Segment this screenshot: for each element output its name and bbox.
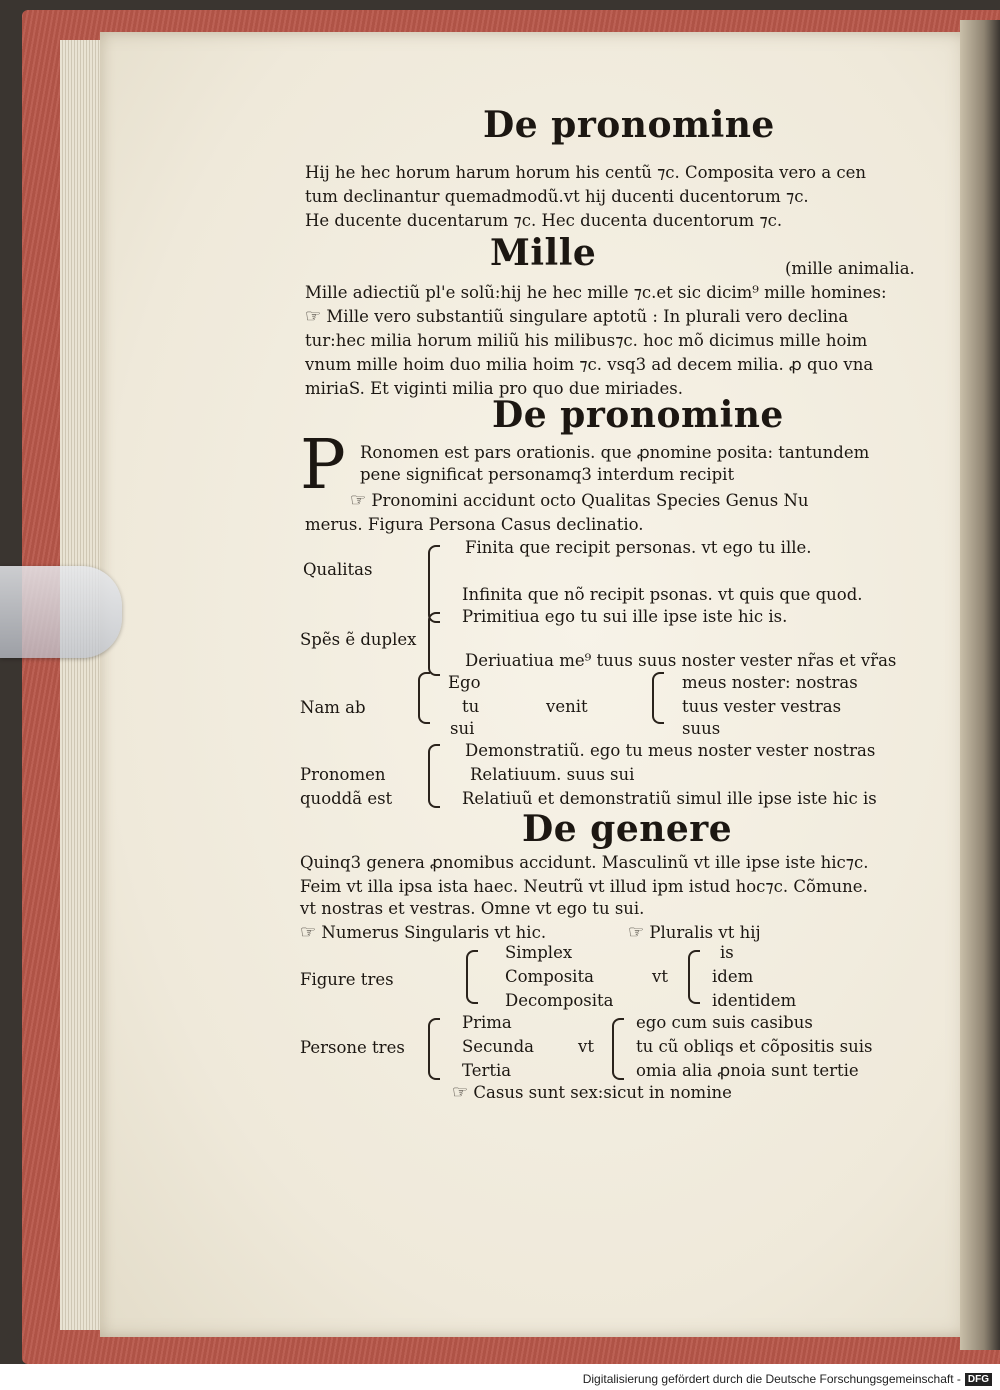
- genere-line-2: Feim vt illa ipsa ista haec. Neutrũ vt illud ipm istud hoc⁊c. Cõmune.: [300, 877, 868, 896]
- pointing-hand-icon: ☞: [452, 1082, 469, 1103]
- accident-line-1-text: Pronomini accidunt octo Qualitas Species Genus Nu: [371, 491, 809, 510]
- nam-tu: tu: [462, 697, 480, 716]
- transparent-page-clip: [0, 566, 122, 658]
- top-line-2: tum declinantur quemadmodũ.vt hij ducenti ducentorum ⁊c.: [305, 187, 809, 206]
- brace-nam: [418, 672, 430, 724]
- nam-tuus-vester: tuus vester vestras: [682, 697, 842, 716]
- figure-idem: idem: [712, 967, 754, 986]
- genere-line-3: vt nostras et vestras. Omne vt ego tu sui.: [300, 899, 645, 918]
- genere-line-1: Quinq3 genera ꝓnomibus accidunt. Masculinũ vt ille ipse iste hic⁊c.: [300, 853, 869, 872]
- nam-sui: sui: [450, 719, 475, 738]
- casus-line: [452, 1082, 732, 1104]
- definition-line-1: Ronomen est pars orationis. que ꝓnomine posita: tantundem: [360, 443, 870, 462]
- mille-line-5: miriaS. Et viginti milia pro quo due miriades.: [305, 379, 683, 398]
- pronomen-label: Pronomen: [300, 765, 386, 784]
- accident-line-2: merus. Figura Persona Casus declinatio.: [305, 515, 644, 534]
- figure-is: is: [720, 943, 734, 962]
- persone-tu: tu cũ obliqs et cõpositis suis: [636, 1037, 873, 1056]
- figure-decomposita: Decomposita: [505, 991, 614, 1010]
- brace-figure-examples: [688, 950, 700, 1004]
- qualitas-finita: Finita que recipit personas. vt ego tu ille.: [465, 538, 812, 557]
- brace-persone-examples: [612, 1018, 624, 1080]
- nam-label: Nam ab: [300, 698, 366, 717]
- mille-line-1: Mille adiectiũ pl'e solũ:hij he hec mille ⁊c.et sic dicim⁹ mille homines:: [305, 283, 887, 302]
- definition-line-2: pene significat personamq3 interdum recipit: [360, 465, 735, 484]
- heading-mille: Mille: [490, 232, 597, 274]
- pointing-hand-icon: ☞: [350, 490, 367, 511]
- figure-label: Figure tres: [300, 970, 394, 989]
- nam-ego: Ego: [448, 673, 481, 692]
- footer: [583, 1372, 992, 1386]
- book-gutter: [960, 20, 1000, 1350]
- mille-note: (mille animalia.: [785, 259, 915, 278]
- pronomen-relatiuum: Relatiuum. suus sui: [470, 765, 635, 784]
- heading-top: De pronomine: [483, 104, 775, 146]
- persone-ego: ego cum suis casibus: [636, 1013, 813, 1032]
- nam-venit: venit: [546, 697, 588, 716]
- top-line-3: He ducente ducentarum ⁊c. Hec ducenta ducentorum ⁊c.: [305, 211, 783, 230]
- figure-identidem: identidem: [712, 991, 797, 1010]
- nam-suus: suus: [682, 719, 721, 738]
- numerus-pluralis-text: Pluralis vt hij: [649, 923, 761, 942]
- mille-line-4: vnum mille hoim duo milia hoim ⁊c. vsq3 ad decem milia. ꝓ quo vna: [305, 355, 874, 374]
- persone-omia: omia alia ꝓnoia sunt tertie: [636, 1061, 859, 1080]
- brace-pronomen: [428, 744, 440, 808]
- heading-pronomine: De pronomine: [492, 394, 784, 436]
- casus-text: Casus sunt sex:sicut in nomine: [473, 1083, 732, 1102]
- quodda-label: quoddã est: [300, 789, 393, 808]
- mille-line-2: [305, 306, 848, 328]
- drop-capital: P: [300, 426, 346, 505]
- qualitas-label: Qualitas: [303, 560, 373, 579]
- species-label: Spẽs ẽ duplex: [300, 630, 417, 649]
- numerus-pluralis: [628, 922, 761, 944]
- persone-label: Persone tres: [300, 1038, 405, 1057]
- persone-secunda: Secunda: [462, 1037, 534, 1056]
- figure-composita: Composita: [505, 967, 594, 986]
- dfg-logo: DFG: [965, 1373, 992, 1386]
- pronomen-demonstratiuu: Demonstratiũ. ego tu meus noster vester nostras: [465, 741, 876, 760]
- pointing-hand-icon: ☞: [305, 306, 322, 327]
- accident-line-1: [350, 490, 809, 512]
- top-line-1: Hij he hec horum harum horum his centũ ⁊c. Composita vero a cen: [305, 163, 867, 182]
- species-deriuatiua: Deriuatiua me⁹ tuus suus noster vester nr̃as et vr̃as: [465, 651, 897, 670]
- species-primitiua: Primitiua ego tu sui ille ipse iste hic is.: [462, 607, 788, 626]
- brace-figure: [466, 950, 478, 1004]
- brace-persone: [428, 1018, 440, 1080]
- persone-tertia: Tertia: [462, 1061, 512, 1080]
- persone-prima: Prima: [462, 1013, 512, 1032]
- pointing-hand-icon: ☞: [628, 922, 645, 943]
- mille-line-2-text: Mille vero substantiũ singulare aptotũ : In plurali vero declina: [326, 307, 849, 326]
- brace-possessives: [652, 672, 664, 724]
- pronomen-relatiuu-demo: Relatiuũ et demonstratiũ simul ille ipse iste hic is: [462, 789, 877, 808]
- nam-meus-noster: meus noster: nostras: [682, 673, 858, 692]
- figure-vt: vt: [652, 967, 668, 986]
- numerus-singularis: [300, 922, 546, 944]
- pointing-hand-icon: ☞: [300, 922, 317, 943]
- numerus-singularis-text: Numerus Singularis vt hic.: [321, 923, 547, 942]
- qualitas-infinita: Infinita que nõ recipit psonas. vt quis que quod.: [462, 585, 863, 604]
- figure-simplex: Simplex: [505, 943, 573, 962]
- brace-species: [428, 612, 440, 676]
- heading-genere: De genere: [522, 808, 733, 850]
- mille-line-3: tur:hec milia horum miliũ his milibus⁊c. hoc mõ dicimus mille hoim: [305, 331, 868, 350]
- footer-text: Digitalisierung gefördert durch die Deutsche Forschungsgemeinschaft -: [582, 1372, 961, 1386]
- persone-vt: vt: [578, 1037, 594, 1056]
